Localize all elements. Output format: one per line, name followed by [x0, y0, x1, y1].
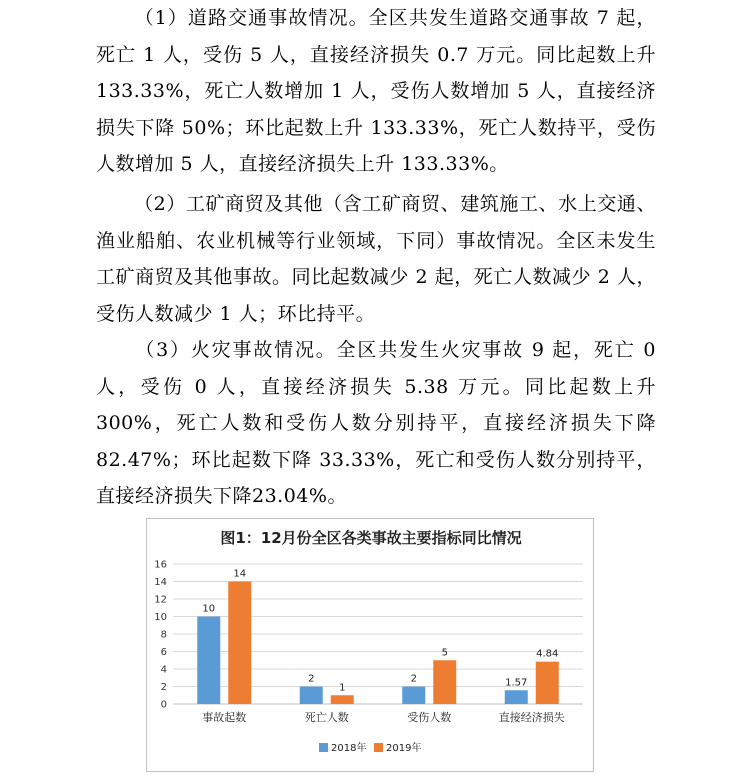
paragraph-text: （3）火灾事故情况。全区共发生火灾事故 9 起，死亡 0 人，受伤 0 人，直接经济损失 5.38 万元。同比起数上升 300%，死亡人数和受伤人数分别持平，直接经济损失下降 82.47%；环比起数下降 33.33%，死亡和受伤人数分别持平，直接经济损失下降23.04%。	[96, 339, 656, 507]
y-tick-label: 8	[160, 629, 167, 641]
data-label: 4.84	[536, 648, 559, 660]
data-label: 2	[308, 673, 315, 685]
legend-label: 2019年	[386, 743, 422, 754]
bar	[197, 617, 220, 705]
x-tick-label: 受伤人数	[407, 711, 452, 724]
data-label: 14	[233, 568, 247, 580]
y-tick-label: 2	[160, 682, 167, 693]
chart-canvas	[147, 519, 595, 773]
data-label: 1.57	[505, 677, 528, 689]
paragraph-road-traffic	[96, 0, 656, 183]
y-tick-label: 12	[154, 594, 167, 606]
data-label: 1	[339, 682, 346, 694]
paragraph-text: （2）工矿商贸及其他（含工矿商贸、建筑施工、水上交通、渔业船舶、农业机械等行业领域，下同）事故情况。全区未发生工矿商贸及其他事故。同比起数减少 2 起，死亡人数减少 2 人，受伤人数减少 1 人；环比持平。	[96, 193, 656, 325]
bar	[433, 660, 456, 704]
bar	[402, 687, 425, 705]
bar	[228, 582, 251, 705]
bar	[536, 662, 559, 704]
bar	[300, 687, 323, 705]
bar-chart	[146, 518, 594, 772]
x-tick-label: 死亡人数	[304, 711, 349, 724]
legend-label: 2018年	[331, 743, 367, 754]
bar	[331, 695, 354, 704]
y-tick-label: 0	[160, 699, 167, 711]
y-tick-label: 10	[154, 612, 167, 623]
data-label: 10	[202, 603, 216, 615]
paragraph-text: （1）道路交通事故情况。全区共发生道路交通事故 7 起，死亡 1 人，受伤 5 人，直接经济损失 0.7 万元。同比起数上升 133.33%，死亡人数增加 1 人，受伤人数增加 5 人，直接经济损失下降 50%；环比起数上升 133.33%，死亡人数持平，受伤人数增加 5 人，直接经济损失上升 133.33%。	[96, 7, 656, 175]
bar	[505, 690, 528, 704]
y-tick-label: 6	[160, 647, 167, 658]
y-tick-label: 4	[160, 664, 167, 676]
x-tick-label: 直接经济损失	[498, 711, 565, 724]
legend-swatch	[374, 743, 383, 752]
y-tick-label: 14	[154, 577, 167, 588]
data-label: 5	[441, 647, 448, 659]
paragraph-industrial	[96, 186, 656, 332]
data-label: 2	[410, 673, 417, 685]
paragraph-fire	[96, 332, 656, 515]
y-tick-label: 16	[154, 559, 167, 571]
legend-swatch	[319, 743, 328, 752]
chart-title: 图1：12月份全区各类事故主要指标同比情况	[220, 529, 522, 547]
x-tick-label: 事故起数	[202, 711, 247, 724]
